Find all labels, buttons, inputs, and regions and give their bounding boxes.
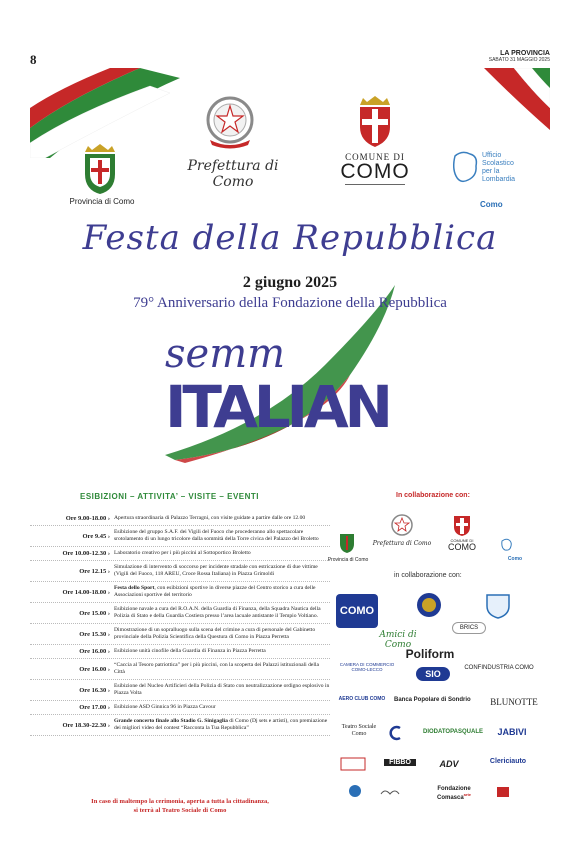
usr-label xyxy=(482,152,515,184)
schedule-row xyxy=(30,561,330,582)
schedule-description: Esibizione unità cinofile della Guardia di Finanza in Piazza Perretta xyxy=(114,648,266,654)
schedule-time: Ore 9.00-18.00 › xyxy=(65,515,110,522)
sponsor-aero-club: AERO CLUB COMO xyxy=(338,696,386,702)
weather-note-line1: In caso di maltempo la cerimonia, aperta a tutta la cittadinanza, xyxy=(91,798,269,805)
schedule-row xyxy=(30,512,330,526)
schedule-row xyxy=(30,659,330,680)
event-date: 2 giugno 2025 xyxy=(242,274,338,291)
mini-comune-line2: COMO xyxy=(448,542,476,552)
sponsor-round-logo-icon xyxy=(348,784,362,798)
schedule-time: Ore 15.30 › xyxy=(79,630,110,638)
schedule-list xyxy=(30,512,330,736)
sponsor-clericiauto: Clericiauto xyxy=(489,758,527,765)
usr-line-1: Ufficio xyxy=(482,152,502,159)
schedule-description xyxy=(114,718,330,732)
schedule-row xyxy=(30,715,330,736)
mini-comune-line1: COMUNE DI xyxy=(450,538,474,543)
schedule-description: Esibizione ASD Ginnica 96 in Piazza Cavour xyxy=(114,704,216,710)
schedule-description: Esibizione del gruppo S.A.F. dei Vigili del Fuoco che procederanno allo spettacolare srotolamento di un lungo tricolore dalla sommità della Torre civica del Palazzo del Broletto xyxy=(114,529,319,542)
semm-italian-emblem xyxy=(155,285,415,465)
mini-usr-icon xyxy=(500,538,512,552)
usr-city-label: Como xyxy=(480,200,503,209)
collaboration-title: In collaborazione con: xyxy=(396,492,470,499)
schedule-description: Simulazione di intervento di soccorso per incidente stradale con estricazione di due vittime (Vigili del Fuoco, 118 AREU, Croce Rossa Italiana) in Piazza Grimoldi xyxy=(114,564,318,577)
schedule-time: Ore 12.15 › xyxy=(79,567,110,575)
schedule-row xyxy=(30,645,330,659)
masthead-date: SABATO 31 MAGGIO 2025 xyxy=(488,57,550,63)
sponsor-como1907: COMO xyxy=(336,594,378,628)
prefettura-label: Prefettura di Como xyxy=(187,158,279,190)
mini-comune-crest-icon xyxy=(452,513,472,537)
masthead-title: LA PROVINCIA xyxy=(500,50,550,57)
schedule-time: Ore 16.00 › xyxy=(79,648,110,655)
sponsor-red-tag-icon xyxy=(496,786,510,798)
schedule-time: Ore 10.00-12.30 › xyxy=(62,550,110,557)
sponsor-teatro-sociale: Teatro Sociale Como xyxy=(341,724,377,737)
sponsor-shield-icon xyxy=(484,592,512,620)
emblem-main-text: ITALIAN xyxy=(165,373,395,441)
sponsor-fibbo: FIBBO xyxy=(384,759,416,766)
schedule-description: “Caccia al Tesoro patriottica” per i più piccini, con la scoperta dei Palazzi istituzionali della Città xyxy=(114,662,319,675)
sponsor-diodato-pasquale: DIODATOPASQUALE xyxy=(422,729,483,735)
mini-prefettura-label: Prefettura di Como xyxy=(372,540,432,547)
schedule-description: Esibizione navale a cura del R.O.A.N. della Guardia di Finanza, della Squadra Nautica della Polizia di Stato e della Guardia Costiera presso l’area lacuale antistante il Tempio Voltiano. xyxy=(114,606,321,619)
event-title: Festa della Repubblica xyxy=(82,218,498,258)
sponsor-adv: ADV xyxy=(439,759,459,769)
schedule-time: Ore 9.45 › xyxy=(82,532,110,540)
mini-emblem-icon xyxy=(390,513,414,537)
schedule-description xyxy=(114,585,330,599)
weather-note xyxy=(30,797,330,815)
weather-note-line2: si terrà al Teatro Sociale di Como xyxy=(133,807,227,814)
provincia-crest-icon xyxy=(70,142,130,197)
schedule-row xyxy=(30,603,330,624)
schedule-row xyxy=(30,582,330,603)
schedule-time: Ore 17.00 › xyxy=(79,704,110,711)
page-number: 8 xyxy=(30,52,37,67)
schedule-description: Laboratorio creativo per i più piccini al Sottoportico Broletto xyxy=(114,550,251,556)
sponsor-banca-popolare-sondrio: Banca Popolare di Sondrio xyxy=(394,697,471,703)
schedule-time: Ore 18.30-22.30 › xyxy=(62,721,110,729)
comune-label-line2: COMO xyxy=(340,160,410,183)
schedule-description: Apertura straordinaria di Palazzo Terragni, con visite guidate a partire dalle ore 12.00 xyxy=(114,515,306,521)
usr-line-3: per la xyxy=(482,168,500,175)
comune-crest-icon xyxy=(350,95,400,150)
italian-flag-ribbon-right xyxy=(484,68,550,130)
mini-usr-label: Como xyxy=(507,556,523,562)
sponsor-c-logo-icon xyxy=(388,725,404,741)
emblem-top-text: semm xyxy=(165,331,286,377)
mini-provincia-label: Provincia di Como xyxy=(327,557,369,563)
schedule-row xyxy=(30,680,330,701)
usr-line-2: Scolastico xyxy=(482,160,514,167)
schedule-description-bold: Festa dello Sport xyxy=(114,585,155,591)
sponsor-amici-di-como: Amici di Como xyxy=(379,630,417,650)
sponsor-small-logo-icon xyxy=(340,757,366,771)
sponsor-confindustria: CONFINDUSTRIA COMO xyxy=(464,665,534,671)
comune-divider xyxy=(345,184,405,185)
schedule-row xyxy=(30,701,330,715)
masthead xyxy=(489,50,550,63)
italian-republic-emblem-icon xyxy=(200,92,260,152)
schedule-section-title: ESIBIZIONI – ATTIVITA’ – VISITE – EVENTI xyxy=(80,492,259,501)
schedule-row xyxy=(30,624,330,645)
schedule-time: Ore 16.30 › xyxy=(79,686,110,694)
sponsor-jabivi: JABIVI xyxy=(497,727,527,737)
comune-label-line1: COMUNE DI xyxy=(345,152,405,162)
sponsor-brics: BRICS xyxy=(452,622,486,634)
collaboration-title-2: in collaborazione con: xyxy=(394,572,462,579)
sponsor-camera-commercio: CAMERA DI COMMERCIO COMO-LECCO xyxy=(339,662,395,672)
usr-line-4: Lombardia xyxy=(482,176,516,183)
sponsor-fondazione-name: Fondazione Comasca xyxy=(436,786,471,801)
sponsor-poliform: Poliform xyxy=(405,647,455,661)
schedule-time: Ore 16.00 › xyxy=(79,665,110,673)
sponsor-blunotte: BLUNOTTE xyxy=(490,697,538,707)
schedule-description-text: , con esibizioni sportive in diverse piazze del Centro storico a cura delle Associazioni sportive del territorio xyxy=(114,585,316,598)
sponsor-sio: SIO xyxy=(416,667,450,681)
sponsor-fondazione xyxy=(430,786,478,801)
schedule-description-bold: Grande concerto finale allo Stadio G. Sinigaglia xyxy=(114,718,228,724)
sponsor-waves-icon xyxy=(380,784,400,798)
schedule-description-text: di Como (Dj sets e artisti), con premiazione dei migliori video del contest “Racconta la Tua Repubblica” xyxy=(114,718,328,731)
mini-provincia-crest-icon xyxy=(338,532,356,554)
sponsor-badge-icon xyxy=(416,592,442,618)
schedule-time: Ore 14.00-18.00 › xyxy=(62,588,110,596)
schedule-description: Dimostrazione di un sopralluogo sulla scena del crimine a cura di personale del Gabinetto provinciale della Polizia Scientifica della Questura di Como in Piazza Perretta xyxy=(114,627,316,640)
sponsor-fondazione-arte: arte xyxy=(463,792,472,797)
event-subtitle: 79° Anniversario della Fondazione della Repubblica xyxy=(133,295,447,311)
schedule-description: Esibizione del Nucleo Artificieri della Polizia di Stato con neutralizzazione ordigno esplosivo in Piazza Volta xyxy=(114,683,330,696)
lombardia-map-icon xyxy=(450,148,480,186)
schedule-row xyxy=(30,547,330,561)
schedule-row xyxy=(30,526,330,547)
schedule-time: Ore 15.00 › xyxy=(79,609,110,617)
provincia-label: Provincia di Como xyxy=(69,197,135,206)
